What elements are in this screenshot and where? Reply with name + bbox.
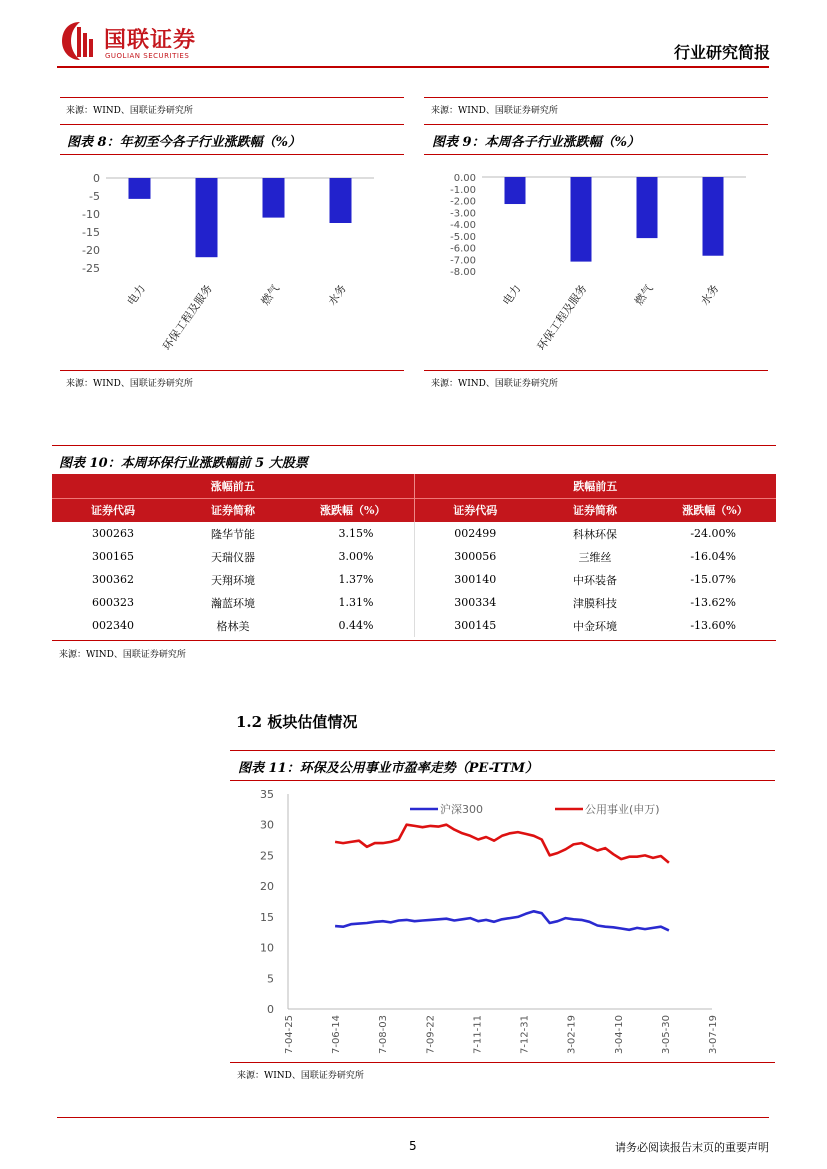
report-type: 行业研究简报: [673, 43, 770, 62]
divider: [52, 445, 776, 446]
y-tick-label: -1.00: [450, 184, 476, 196]
footer-disclaimer: 请务必阅读报告末页的重要声明: [615, 1141, 769, 1154]
table-cell: 隆华节能: [211, 527, 255, 541]
table-cell: -15.07%: [690, 573, 736, 586]
table-cell: 0.44%: [338, 619, 374, 632]
y-tick-label: 0: [93, 172, 100, 185]
col-header: 证券简称: [174, 498, 292, 522]
table-cell: 600323: [92, 596, 134, 609]
divider: [60, 124, 404, 125]
x-category-label: 水务: [325, 282, 349, 308]
table-cell: 300334: [414, 591, 536, 614]
table-cell: 天翔环境: [211, 573, 255, 587]
page-number: 5: [409, 1139, 417, 1153]
fig10-title: 图表 10：本周环保行业涨跌幅前 5 大股票: [59, 456, 308, 471]
y-tick-label: -7.00: [450, 255, 476, 267]
bar: [571, 177, 592, 262]
header-rule: [57, 66, 769, 68]
divider: [424, 370, 768, 371]
fig8-chart: [60, 160, 404, 370]
y-tick-label: -4.00: [450, 220, 476, 231]
divider: [230, 780, 775, 781]
x-tick-label: 3-04-10: [613, 1015, 625, 1055]
y-tick-label: -2.00: [450, 196, 476, 208]
col-header: 涨跌幅（%）: [654, 498, 776, 522]
fig11-title: 图表 11：环保及公用事业市盈率走势（PE-TTM）: [238, 761, 539, 776]
source-note: 来源：WIND、国联证券研究所: [431, 106, 558, 116]
divider: [230, 1062, 775, 1063]
table-row: [52, 591, 776, 614]
y-tick-label: -15: [82, 226, 100, 239]
legend-label: 沪深300: [440, 803, 483, 816]
divider: [60, 370, 404, 371]
y-tick-label: -8.00: [450, 267, 476, 278]
divider: [60, 154, 404, 155]
y-tick-label: 5: [267, 972, 274, 986]
y-tick-label: -5.00: [450, 231, 476, 243]
source-note: 来源：WIND、国联证券研究所: [237, 1071, 364, 1081]
table-cell: 300056: [414, 545, 536, 568]
table-cell: 300165: [92, 550, 134, 563]
x-tick-label: 7-09-22: [425, 1015, 437, 1055]
divider: [60, 97, 404, 98]
bar: [505, 177, 526, 204]
x-tick-label: 3-07-19: [708, 1015, 719, 1055]
x-tick-label: 3-02-19: [566, 1015, 578, 1055]
series-line: [335, 911, 669, 930]
x-category-label: 环保工程及服务: [160, 282, 215, 353]
x-tick-label: 7-08-03: [378, 1015, 390, 1055]
col-header: 证券代码: [52, 498, 174, 522]
source-note: 来源：WIND、国联证券研究所: [66, 379, 193, 389]
table-cell: 300140: [414, 568, 536, 591]
gain-header: 涨幅前五: [52, 474, 414, 498]
table-cell: 1.31%: [338, 596, 374, 609]
loss-header: 跌幅前五: [414, 474, 776, 498]
y-tick-label: -3.00: [450, 208, 476, 220]
y-tick-label: 25: [260, 849, 274, 863]
series-line: [335, 825, 669, 863]
y-tick-label: 10: [260, 941, 274, 955]
y-tick-label: -6.00: [450, 243, 476, 255]
y-tick-label: -10: [82, 208, 100, 221]
table-cell: 3.15%: [338, 527, 374, 540]
x-category-label: 水务: [698, 282, 722, 308]
bar: [703, 177, 724, 256]
table-cell: 天瑞仪器: [211, 550, 255, 564]
fig9-chart: [424, 160, 768, 370]
fig11-chart: [230, 782, 775, 1060]
y-tick-label: 35: [260, 788, 274, 801]
bar: [263, 178, 285, 218]
table-cell: 1.37%: [338, 573, 374, 586]
y-tick-label: -20: [82, 244, 100, 257]
brand-name-cn: 国联证券: [104, 28, 197, 53]
col-header: 证券简称: [536, 498, 654, 522]
table-cell: 津膜科技: [573, 596, 617, 610]
y-tick-label: -5: [89, 190, 100, 203]
table-cell: 科林环保: [573, 527, 617, 541]
x-tick-label: 7-06-14: [331, 1015, 343, 1055]
bar: [196, 178, 218, 257]
x-category-label: 电力: [500, 282, 524, 308]
x-tick-label: 7-12-31: [519, 1015, 531, 1055]
table-cell: 300263: [92, 527, 134, 540]
x-category-label: 燃气: [632, 282, 656, 308]
table-row: [52, 568, 776, 591]
divider: [424, 97, 768, 98]
source-note: 来源：WIND、国联证券研究所: [431, 379, 558, 389]
divider: [424, 154, 768, 155]
source-note: 来源：WIND、国联证券研究所: [66, 106, 193, 116]
table-cell: 300145: [414, 614, 536, 637]
logo-mark-icon: [60, 19, 100, 63]
section-title: 1.2 板块估值情况: [236, 713, 358, 731]
stock-table: [52, 474, 776, 637]
table-cell: 瀚蓝环境: [211, 596, 255, 610]
y-tick-label: 0.00: [453, 173, 476, 184]
x-tick-label: 3-05-30: [660, 1015, 672, 1055]
source-note: 来源：WIND、国联证券研究所: [59, 650, 186, 660]
table-cell: 格林美: [216, 619, 250, 633]
footer-rule: [57, 1117, 769, 1118]
table-cell: -24.00%: [690, 527, 736, 540]
table-cell: 三维丝: [578, 550, 612, 564]
divider: [424, 124, 768, 125]
bar: [129, 178, 151, 199]
fig9-title: 图表 9：本周各子行业涨跌幅（%）: [432, 135, 640, 150]
company-logo: [60, 19, 220, 63]
y-tick-label: 15: [260, 910, 274, 924]
x-category-label: 电力: [124, 282, 148, 308]
table-cell: 中金环境: [573, 619, 617, 633]
table-cell: 300362: [92, 573, 134, 586]
table-cell: -13.62%: [690, 596, 736, 609]
divider: [52, 640, 776, 641]
bar: [637, 177, 658, 238]
x-category-label: 燃气: [258, 282, 282, 308]
table-cell: 3.00%: [338, 550, 374, 563]
y-tick-label: -25: [82, 262, 100, 275]
legend-label: 公用事业(申万): [585, 803, 660, 816]
table-cell: 002340: [92, 619, 134, 632]
x-tick-label: 7-11-11: [472, 1015, 484, 1055]
col-header: 证券代码: [414, 498, 536, 522]
fig8-title: 图表 8：年初至今各子行业涨跌幅（%）: [67, 135, 301, 150]
divider: [230, 750, 775, 751]
y-tick-label: 0: [267, 1003, 274, 1016]
col-header: 涨跌幅（%）: [292, 498, 414, 522]
y-tick-label: 20: [260, 880, 274, 894]
y-tick-label: 30: [260, 818, 274, 832]
brand-name-en: GUOLIAN SECURITIES: [105, 52, 190, 60]
x-tick-label: 7-04-25: [284, 1015, 295, 1055]
table-cell: 002499: [414, 522, 536, 545]
bar: [330, 178, 352, 223]
x-category-label: 环保工程及服务: [534, 282, 590, 353]
table-row: [52, 614, 776, 637]
table-row: [52, 522, 776, 545]
table-cell: 中环装备: [573, 573, 617, 587]
table-cell: -13.60%: [690, 619, 736, 632]
table-row: [52, 545, 776, 568]
table-cell: -16.04%: [690, 550, 736, 563]
